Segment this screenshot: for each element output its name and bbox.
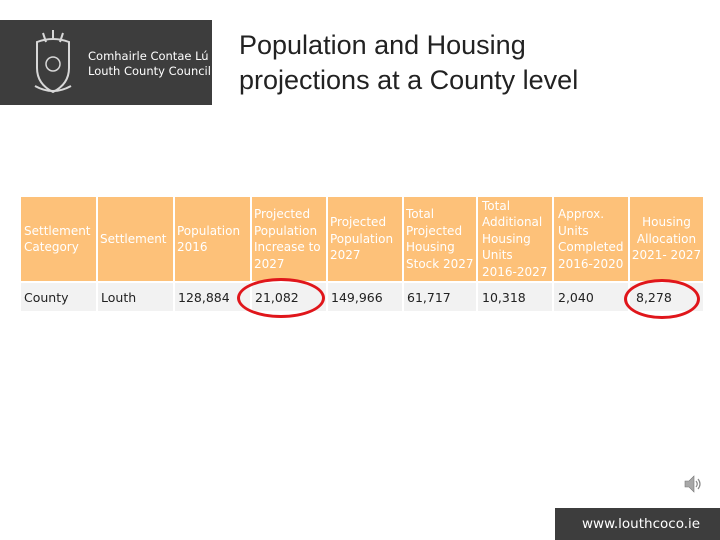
cell-projected-increase: 21,082 [255, 289, 299, 305]
footer-url[interactable]: www.louthcoco.ie [582, 516, 701, 532]
header-projected-increase: Projected Population Increase to 2027 [254, 207, 321, 271]
header-housing-stock: Total Projected Housing Stock 2027 [406, 207, 474, 271]
cell-population-2016: 128,884 [178, 289, 230, 305]
cell-settlement: Louth [101, 289, 137, 305]
cell-projected-population: 149,966 [331, 289, 383, 305]
highlight-circle-allocation [624, 279, 700, 319]
header-settlement-category: Settlement Category [24, 223, 91, 254]
title-line-1: Population and Housing [239, 30, 526, 60]
header-projected-population: Projected Population 2027 [330, 215, 394, 263]
org-name-irish: Comhairle Contae Lú [88, 49, 209, 63]
speaker-icon[interactable] [683, 474, 703, 494]
header-housing-allocation: Housing Allocation 2021- 2027 [631, 215, 702, 263]
cell-settlement-category: County [24, 289, 69, 305]
header-additional-units: Total Additional Housing Units 2016-2027 [482, 198, 548, 279]
title-line-2: projections at a County level [239, 65, 579, 95]
cell-additional-units: 10,318 [482, 289, 526, 305]
cell-housing-allocation: 8,278 [636, 289, 672, 305]
cell-housing-stock: 61,717 [407, 289, 451, 305]
footer-website-bar [555, 508, 720, 540]
org-name-english: Louth County Council [88, 64, 211, 78]
highlight-circle-increase [237, 278, 325, 318]
header-units-completed: Approx. Units Completed 2016-2020 [558, 207, 624, 271]
cell-units-completed: 2,040 [558, 289, 594, 305]
header-population-2016: Population 2016 [177, 223, 241, 254]
header-settlement: Settlement [100, 231, 167, 246]
